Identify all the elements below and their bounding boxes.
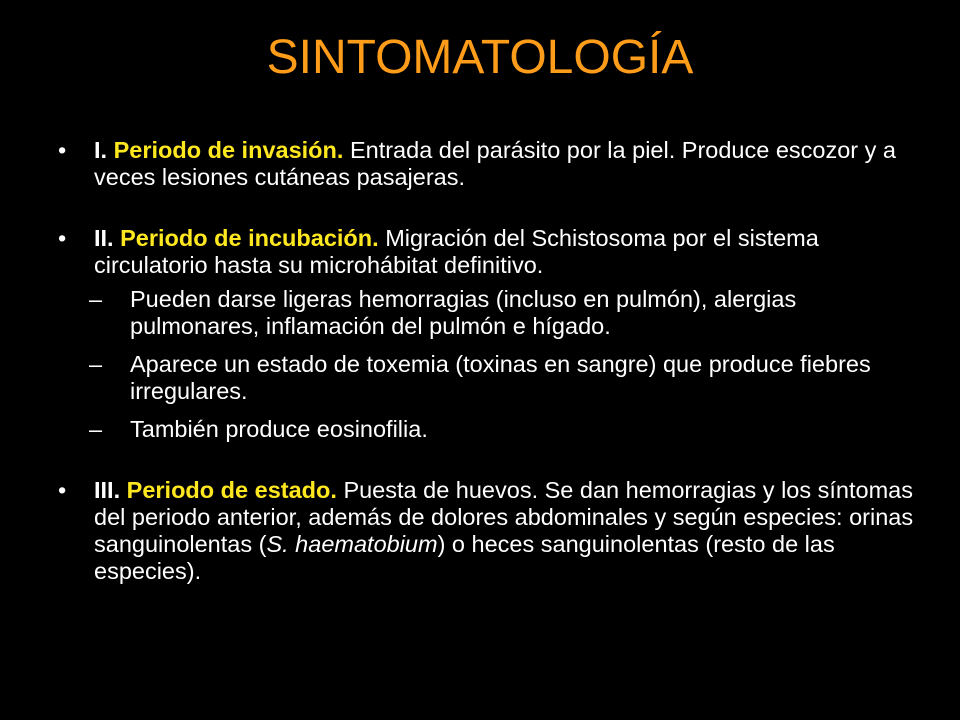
bullet-dot: • [58, 225, 67, 251]
item-text-before: Puesta de huevos. Se dan hemorragias y los síntomas del periodo anterior, además de dolores abdominales y según especies: orinas sanguinolentas ( [94, 477, 914, 557]
item-heading: Periodo de estado. [126, 477, 337, 503]
sub-item-text: Aparece un estado de toxemia (toxinas en sangre) que produce fiebres irregulares. [130, 351, 871, 404]
bullet-item-invasion [58, 137, 918, 191]
item-number: I. [94, 137, 108, 163]
item-text: Migración del Schistosoma por el sistema circulatorio hasta su microhábitat definitivo. [94, 225, 819, 278]
bullet-dot: • [58, 477, 67, 503]
bullet-item-estado [58, 477, 918, 585]
sub-item-text: Pueden darse ligeras hemorragias (incluso en pulmón), alergias pulmonares, inflamación del pulmón e hígado. [130, 286, 797, 339]
bullet-dot: • [58, 137, 67, 163]
sub-item-text: También produce eosinofilia. [130, 416, 428, 442]
sub-item-hemorragias [58, 286, 918, 340]
item-heading: Periodo de invasión. [113, 137, 344, 163]
item-heading: Periodo de incubación. [120, 225, 379, 251]
item-text-after: ) o heces sanguinolentas (resto de las especies). [94, 531, 835, 584]
bullet-item-incubacion [58, 225, 918, 279]
slide-content [58, 137, 918, 585]
sub-dash: – [89, 351, 103, 377]
slide-title: SINTOMATOLOGÍA [266, 31, 694, 84]
species-name: S. haematobium [266, 531, 438, 557]
sub-dash: – [89, 286, 103, 312]
sub-item-eosinofilia [58, 416, 918, 443]
sub-dash: – [89, 416, 103, 442]
sub-item-toxemia [58, 351, 918, 405]
item-number: III. [94, 477, 121, 503]
item-text: Entrada del parásito por la piel. Produce escozor y a veces lesiones cutáneas pasajeras. [94, 137, 896, 190]
item-number: II. [94, 225, 114, 251]
